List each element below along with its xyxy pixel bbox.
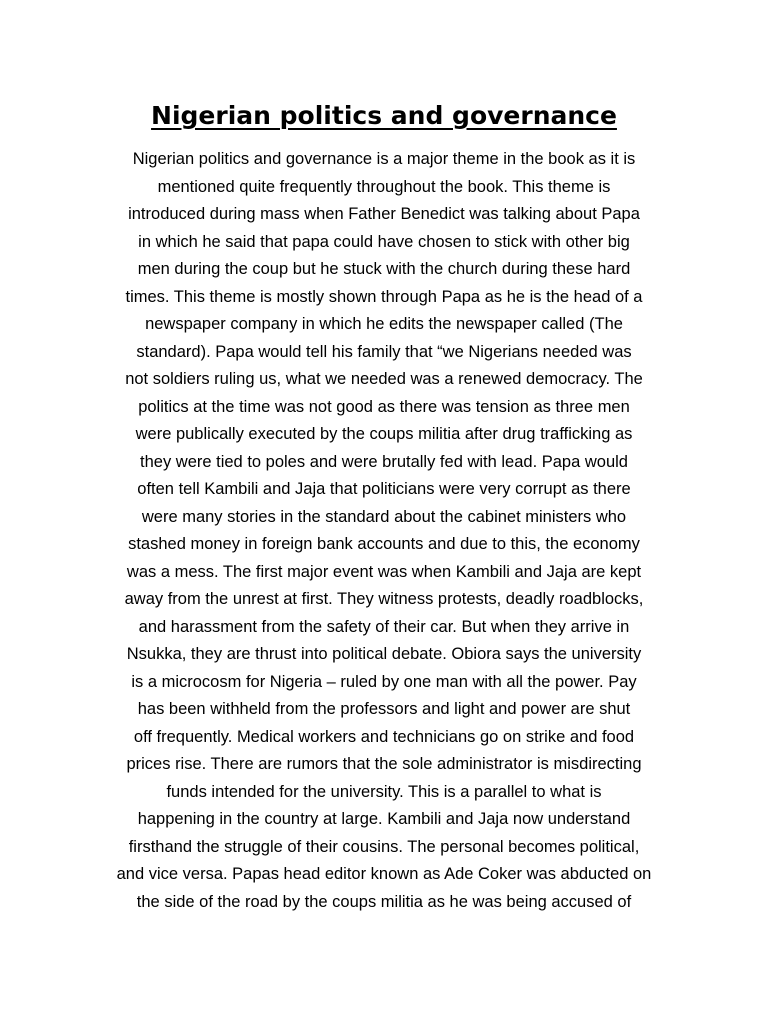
body-line: often tell Kambili and Jaja that politicians were very corrupt as there bbox=[137, 480, 631, 498]
body-line: not soldiers ruling us, what we needed was a renewed democracy. The bbox=[125, 370, 643, 388]
body-line: and harassment from the safety of their car. But when they arrive in bbox=[138, 617, 630, 636]
body-line: away from the unrest at first. They witness protests, deadly roadblocks, bbox=[124, 590, 644, 608]
body-line: in which he said that papa could have chosen to stick with other big bbox=[138, 232, 630, 251]
body-line: funds intended for the university. This is a parallel to what is bbox=[166, 782, 602, 801]
body-line: newspaper company in which he edits the newspaper called (The bbox=[145, 315, 623, 333]
body-line: men during the coup but he stuck with the church during these hard bbox=[137, 260, 631, 278]
body-line: stashed money in foreign bank accounts and due to this, the economy bbox=[128, 535, 640, 553]
body-line: the side of the road by the coups militia as he was being accused of bbox=[136, 892, 632, 911]
document-title: Nigerian politics and governance bbox=[151, 101, 617, 130]
body-line: Nigerian politics and governance is a major theme in the book as it is bbox=[132, 150, 636, 168]
body-line: is a microcosm for Nigeria – ruled by one man with all the power. Pay bbox=[131, 672, 637, 691]
body-line: politics at the time was not good as there was tension as three men bbox=[138, 397, 630, 416]
body-line: were publically executed by the coups militia after drug trafficking as bbox=[135, 425, 633, 443]
body-line: has been withheld from the professors and light and power are shut bbox=[137, 700, 631, 718]
document-body bbox=[84, 146, 684, 916]
body-line: were many stories in the standard about the cabinet ministers who bbox=[141, 507, 627, 526]
body-line: they were tied to poles and were brutally fed with lead. Papa would bbox=[140, 452, 628, 471]
body-line: Nsukka, they are thrust into political debate. Obiora says the university bbox=[126, 645, 642, 663]
body-line: prices rise. There are rumors that the sole administrator is misdirecting bbox=[126, 755, 642, 773]
body-line: times. This theme is mostly shown through Papa as he is the head of a bbox=[125, 287, 643, 306]
body-line: mentioned quite frequently throughout the book. This theme is bbox=[157, 177, 611, 196]
body-line: standard). Papa would tell his family that “we Nigerians needed was bbox=[136, 342, 632, 361]
body-line: happening in the country at large. Kambili and Jaja now understand bbox=[137, 810, 631, 828]
body-line: introduced during mass when Father Benedict was talking about Papa bbox=[128, 205, 640, 223]
body-line: off frequently. Medical workers and technicians go on strike and food bbox=[133, 727, 635, 746]
body-line: was a mess. The first major event was when Kambili and Jaja are kept bbox=[126, 562, 642, 581]
body-line: firsthand the struggle of their cousins. The personal becomes political, bbox=[128, 837, 640, 856]
body-line: and vice versa. Papas head editor known as Ade Coker was abducted on bbox=[116, 865, 652, 883]
